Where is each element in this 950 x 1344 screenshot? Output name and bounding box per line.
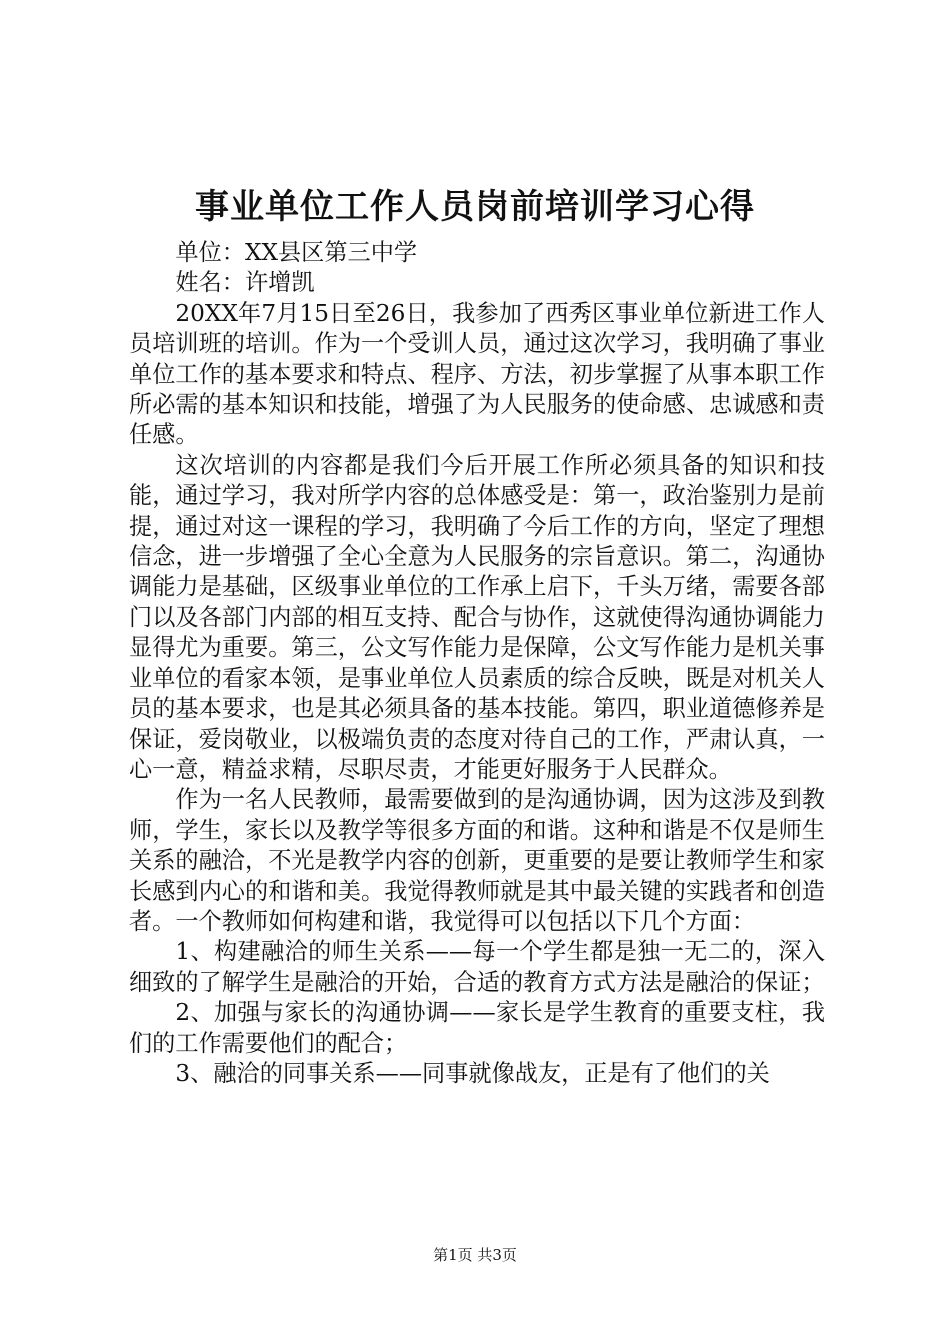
list-item: 2、加强与家长的沟通协调——家长是学生教育的重要支柱，我们的工作需要他们的配合；	[129, 999, 825, 1057]
list-item: 1、构建融洽的师生关系——每一个学生都是独一无二的，深入细致的了解学生是融洽的开始，合适的教育方式方法是融洽的保证；	[129, 938, 825, 996]
name-line: 姓名：许增凯	[175, 269, 315, 297]
paragraph: 作为一名人民教师，最需要做到的是沟通协调，因为这涉及到教师，学生，家长以及教学等很多方面的和谐。这种和谐是不仅是师生关系的融洽，不光是教学内容的创新，更重要的是要让教师学生和家长感到内心的和谐和美。我觉得教师就是其中最关键的实践者和创造者。一个教师如何构建和谐，我觉得可以包括以下几个方面：	[129, 786, 825, 935]
document-title: 事业单位工作人员岗前培训学习心得	[195, 187, 755, 227]
document-body	[129, 238, 825, 1089]
unit-line: 单位：XX县区第三中学	[175, 239, 418, 266]
page-number-footer: 第1页 共3页	[433, 1246, 517, 1264]
paragraph: 20XX年7月15日至26日，我参加了西秀区事业单位新进工作人员培训班的培训。作为一个受训人员，通过这次学习，我明确了事业单位工作的基本要求和特点、程序、方法，初步掌握了从事本职工作所必需的基本知识和技能，增强了为人民服务的使命感、忠诚感和责任感。	[129, 299, 825, 449]
list-item: 3、融洽的同事关系——同事就像战友，正是有了他们的关	[175, 1059, 770, 1087]
paragraph: 这次培训的内容都是我们今后开展工作所必须具备的知识和技能，通过学习，我对所学内容的总体感受是：第一，政治鉴别力是前提，通过对这一课程的学习，我明确了今后工作的方向，坚定了理想信念，进一步增强了全心全意为人民服务的宗旨意识。第二，沟通协调能力是基础，区级事业单位的工作承上启下，千头万绪，需要各部门以及各部门内部的相互支持、配合与协作，这就使得沟通协调能力显得尤为重要。第三，公文写作能力是保障，公文写作能力是机关事业单位的看家本领，是事业单位人员素质的综合反映，既是对机关人员的基本要求，也是其必须具备的基本技能。第四，职业道德修养是保证，爱岗敬业，以极端负责的态度对待自己的工作，严肃认真，一心一意，精益求精，尽职尽责，才能更好服务于人民群众。	[129, 451, 825, 783]
